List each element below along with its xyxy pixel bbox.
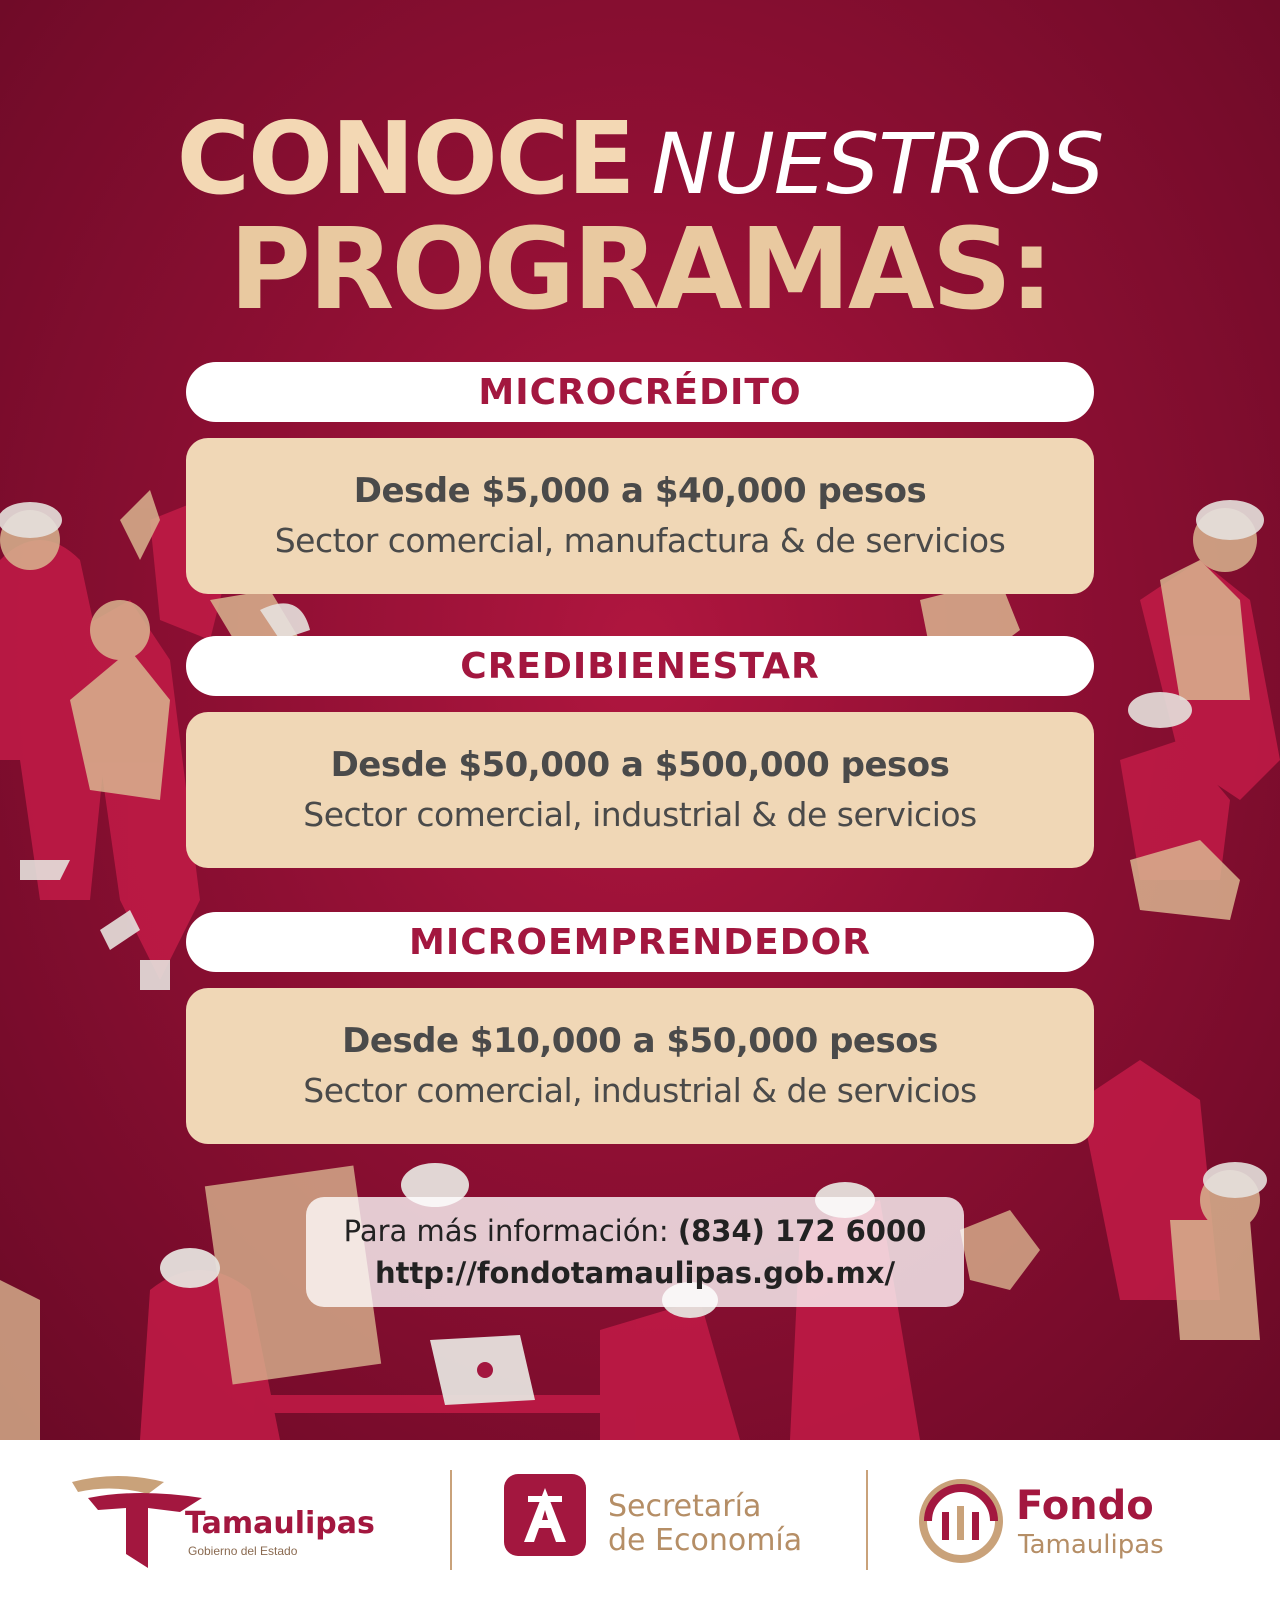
contact-label: Para más información: — [343, 1214, 669, 1248]
program-title-credibienestar: CREDIBIENESTAR — [186, 636, 1094, 696]
program-title-microemprendedor: MICROEMPRENDEDOR — [186, 912, 1094, 972]
headline-programas: PROGRAMAS: — [229, 205, 1051, 335]
program-card-credibienestar — [186, 712, 1094, 868]
program-range: Desde $10,000 a $50,000 pesos — [342, 1021, 938, 1061]
tamaulipas-logo — [60, 1460, 420, 1580]
footer-divider — [450, 1470, 452, 1570]
headline-bottom — [0, 205, 1280, 335]
fondo-name: Fondo — [1016, 1483, 1154, 1529]
footer-logos — [0, 1440, 1280, 1600]
contact-line — [344, 1210, 927, 1252]
fondo-sub: Tamaulipas — [1018, 1530, 1164, 1560]
contact-phone[interactable]: (834) 172 6000 — [677, 1214, 927, 1248]
secretaria-line1: Secretaría — [608, 1489, 762, 1524]
secretaria-name — [608, 1490, 802, 1558]
contact-url[interactable]: http://fondotamaulipas.gob.mx/ — [374, 1256, 896, 1290]
headline-conoce: CONOCE — [176, 100, 634, 217]
secretaria-line2: de Economía — [608, 1523, 803, 1558]
tamaulipas-sub: Gobierno del Estado — [188, 1544, 298, 1558]
program-sector: Sector comercial, industrial & de servicios — [303, 795, 977, 834]
program-card-microemprendedor — [186, 988, 1094, 1144]
fondo-emblem-icon — [916, 1476, 1006, 1566]
secretaria-a-icon — [500, 1470, 590, 1560]
contact-box — [306, 1197, 964, 1307]
headline-top — [0, 100, 1280, 217]
headline-nuestros: NUESTROS — [651, 115, 1104, 213]
program-title-microcredito: MICROCRÉDITO — [186, 362, 1094, 422]
footer-divider — [866, 1470, 868, 1570]
program-range: Desde $5,000 a $40,000 pesos — [353, 471, 927, 511]
program-card-microcredito — [186, 438, 1094, 594]
program-sector: Sector comercial, industrial & de servicios — [303, 1071, 977, 1110]
tamaulipas-name: Tamaulipas — [185, 1506, 375, 1541]
program-range: Desde $50,000 a $500,000 pesos — [330, 745, 950, 785]
fondo-logo — [916, 1460, 1236, 1580]
program-sector: Sector comercial, manufactura & de servicios — [274, 521, 1006, 560]
secretaria-logo — [500, 1460, 830, 1580]
